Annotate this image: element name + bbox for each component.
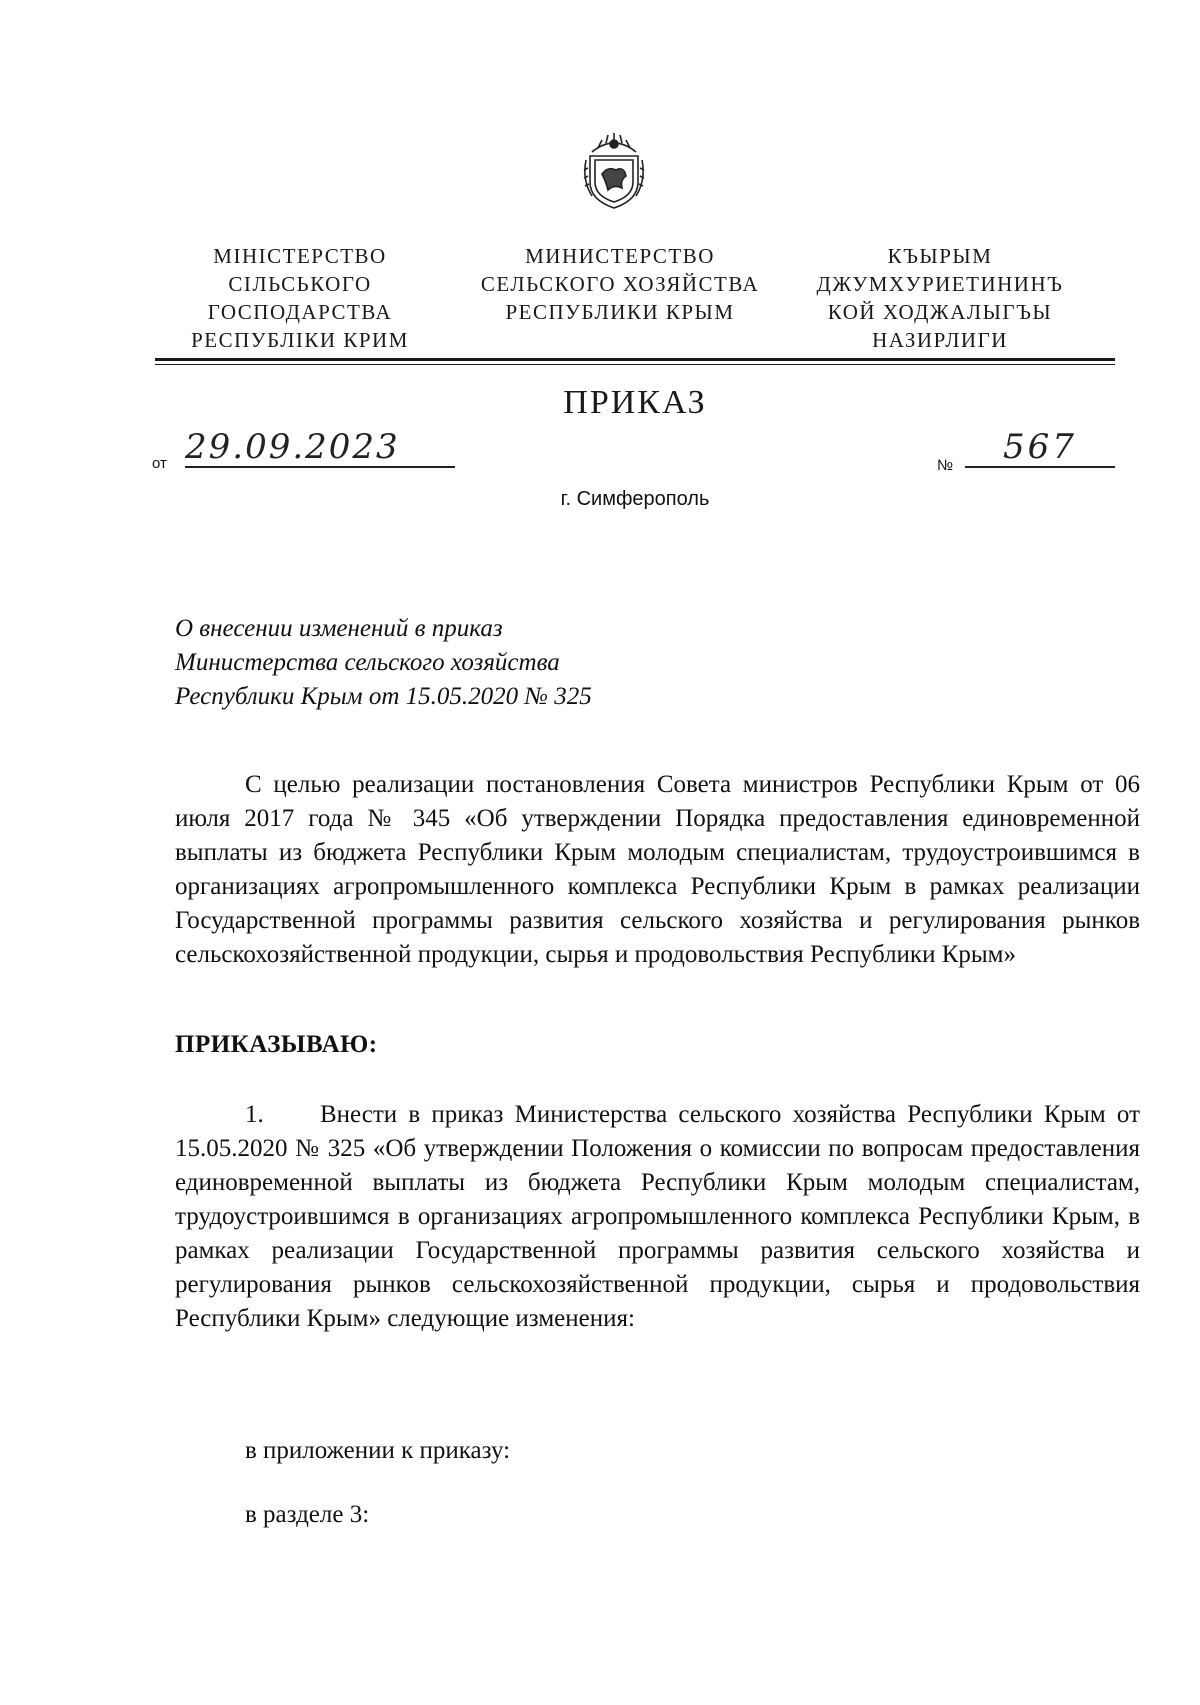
item-paragraph <box>175 1098 1140 1336</box>
subject-line: Министерства сельского хозяйства <box>175 649 560 676</box>
number-label: № <box>937 457 954 474</box>
header-divider-thick <box>155 358 1115 361</box>
city: г. Симферополь <box>560 488 710 510</box>
coat-of-arms-icon <box>578 130 650 210</box>
header-ukrainian-name: МІНІСТЕРСТВО СІЛЬСЬКОГО ГОСПОДАРСТВА РЕСПУБЛІКИ КРИМ <box>191 244 409 352</box>
item-number: 1. <box>245 1101 264 1128</box>
subitem-line: в разделе 3: <box>245 1501 370 1528</box>
subject-line: Республики Крым от 15.05.2020 № 325 <box>175 683 592 710</box>
item-text: Внести в приказ Министерства сельского хозяйства Республики Крым от 15.05.2020 № 325 «Об утверждении Положения о комиссии по вопросам предоставления единовременной выплаты из бюджета Республики Крым молодым специалистам, трудоустроившимся в организациях агропромышленного комплекса Республики Крым, в рамках реализации Государственной программы развития сельского хозяйства и регулирования рынков сельскохозяйственной продукции, сырья и продовольствия Республики Крым» следующие изменения: <box>175 1101 1140 1332</box>
preamble-paragraph: С целью реализации постановления Совета министров Республики Крым от 06 июля 2017 года № 345 «Об утверждении Порядка предоставления единовременной выплаты из бюджета Республики Крым молодым специалистам, трудоустроившимся в организациях агропромышленного комплекса Республики Крым в рамках реализации Государственной программы развития сельского хозяйства и регулирования рынков сельскохозяйственной продукции, сырья и продовольствия Республики Крым» <box>175 771 1140 968</box>
header-divider-thin <box>155 364 1115 365</box>
subject-line: О внесении изменений в приказ <box>175 615 503 642</box>
order-subject <box>175 612 775 714</box>
date-label: от <box>152 455 167 472</box>
handwritten-number: 567 <box>965 428 1115 468</box>
header-crimean-tatar-name: КЪЫРЫМ ДЖУМХУРИЕТИНИНЪ КОЙ ХОДЖАЛЫГЪЫ НАЗИРЛИГИ <box>816 244 1064 352</box>
document-title: ПРИКАЗ <box>563 384 707 421</box>
subitem-line: в приложении к приказу: <box>245 1437 511 1464</box>
order-heading: ПРИКАЗЫВАЮ: <box>175 1031 378 1058</box>
header-russian-name: МИНИСТЕРСТВО СЕЛЬСКОГО ХОЗЯЙСТВА РЕСПУБЛИКИ КРЫМ <box>480 244 760 324</box>
handwritten-date: 29.09.2023 <box>185 428 455 468</box>
